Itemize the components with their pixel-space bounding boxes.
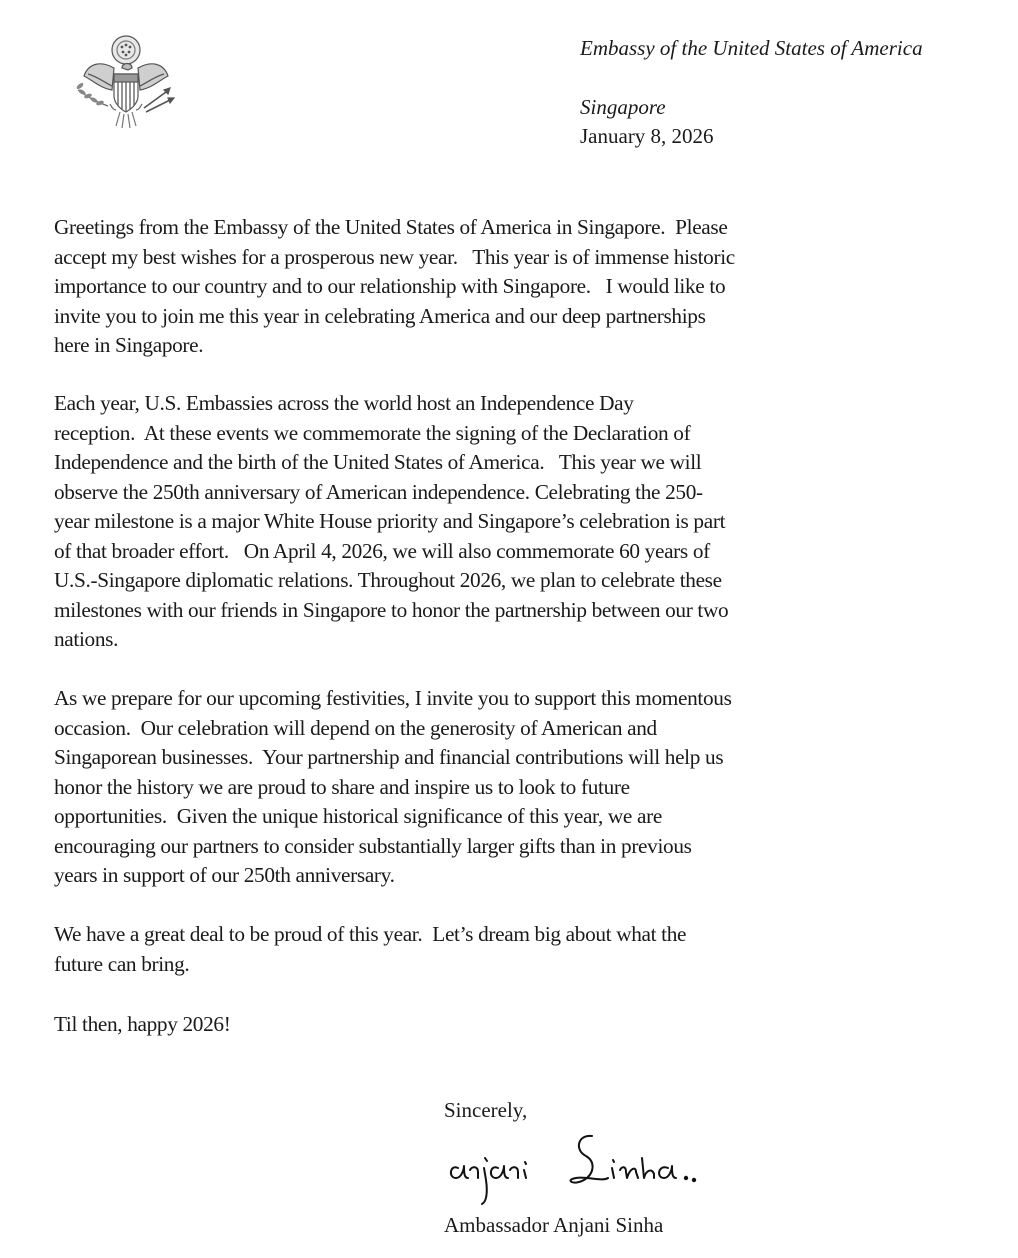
text-line: years in support of our 250th anniversary. <box>54 863 395 887</box>
text-line: reception. At these events we commemorate the signing of the Declaration of <box>54 420 691 445</box>
embassy-name: Embassy of the United States of America <box>580 36 923 60</box>
text-line: opportunities. Given the unique historical significance of this year, we are <box>54 804 662 828</box>
text-line: here in Singapore. <box>54 333 204 357</box>
text-line: milestones with our friends in Singapore to honor the partnership between our two <box>54 597 729 622</box>
paragraph-support-request <box>54 684 924 891</box>
text-line: accept my best wishes for a prosperous new year. This year is of immense historic <box>54 244 735 269</box>
letter-date: January 8, 2026 <box>580 124 714 148</box>
text-line: We have a great deal to be proud of this year. Let’s dream big about what the <box>54 922 687 946</box>
text-line: importance to our country and to our relationship with Singapore. I would like to <box>54 274 726 298</box>
text-line: Independence and the birth of the United States of America. This year we will <box>54 450 702 474</box>
letterhead <box>580 34 923 151</box>
text-line: encouraging our partners to consider substantially larger gifts than in previous <box>54 833 692 858</box>
text-line: of that broader effort. On April 4, 2026, we will also commemorate 60 years of <box>54 538 710 563</box>
valediction: Sincerely, <box>444 1098 528 1122</box>
letterhead-city: Singapore <box>580 95 666 119</box>
great-seal-icon <box>70 30 180 140</box>
text-line: U.S.-Singapore diplomatic relations. Throughout 2026, we plan to celebrate these <box>54 568 722 592</box>
text-line: nations. <box>54 627 119 651</box>
text-line: honor the history we are proud to share and inspire us to look to future <box>54 774 630 799</box>
text-line: observe the 250th anniversary of American independence. Celebrating the 250- <box>54 479 703 504</box>
text-line: Singaporean businesses. Your partnership and financial contributions will help us <box>54 745 724 769</box>
text-line: occasion. Our celebration will depend on the generosity of American and <box>54 715 657 740</box>
text-line: Til then, happy 2026! <box>54 1012 231 1036</box>
paragraph-farewell <box>54 1010 924 1040</box>
text-line: invite you to join me this year in celebrating America and our deep partnerships <box>54 303 706 328</box>
paragraph-proud <box>54 920 924 979</box>
paragraph-independence-day <box>54 389 924 655</box>
text-line: future can bring. <box>54 951 190 976</box>
text-line: As we prepare for our upcoming festivities, I invite you to support this momentous <box>54 686 732 710</box>
text-line: year milestone is a major White House priority and Singapore’s celebration is part <box>54 509 726 533</box>
text-line: Greetings from the Embassy of the United States of America in Singapore. Please <box>54 215 728 239</box>
paragraph-greeting <box>54 213 924 361</box>
handwritten-signature-icon <box>446 1128 716 1208</box>
signer-name: Ambassador Anjani Sinha <box>444 1213 664 1237</box>
text-line: Each year, U.S. Embassies across the world host an Independence Day <box>54 391 634 415</box>
